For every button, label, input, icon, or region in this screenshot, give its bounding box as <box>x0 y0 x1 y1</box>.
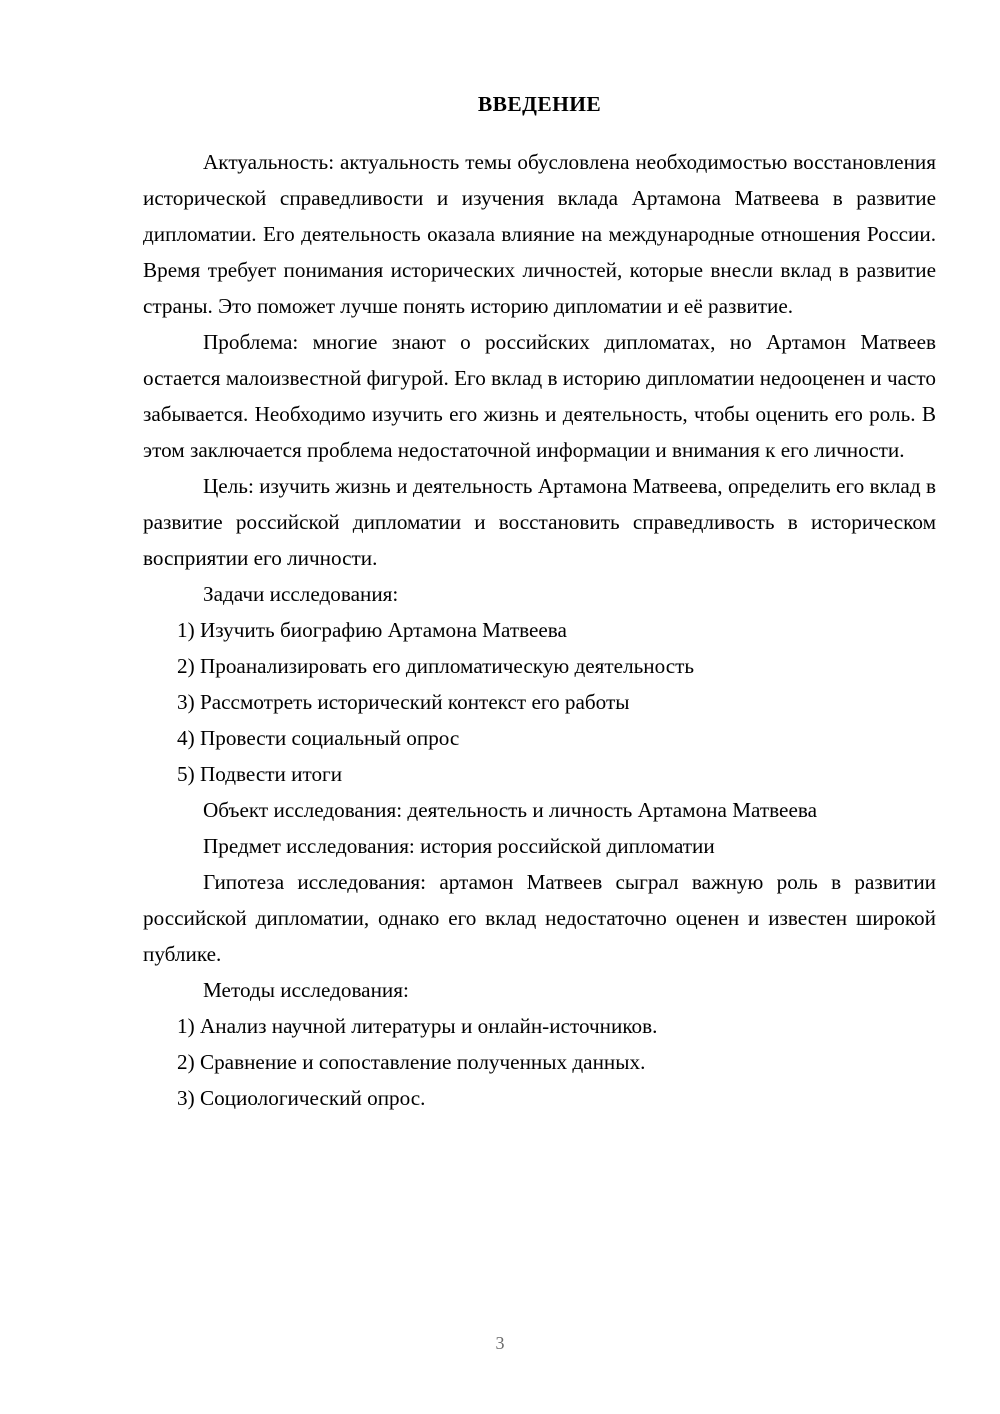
page-number: 3 <box>495 1333 505 1353</box>
list-item: 3) Социологический опрос. <box>177 1086 426 1110</box>
heading-methods: Методы исследования: <box>203 978 409 1002</box>
paragraph-relevance: Актуальность: актуальность темы обусловлена необходимостью восстановления исторической справедливости и изучения вклада Артамона Матвеева в развитие дипломатии. Его деятельность оказала влияние на международные отношения России. Время требует понимания исторических личностей, которые внесли вклад в развитие страны. Это поможет лучше понять историю дипломатии и её развитие. <box>143 150 936 318</box>
list-item: 1) Анализ научной литературы и онлайн-источников. <box>177 1014 658 1038</box>
paragraph-object: Объект исследования: деятельность и личность Артамона Матвеева <box>203 798 817 822</box>
paragraph-subject: Предмет исследования: история российской дипломатии <box>203 834 715 858</box>
list-item: 1) Изучить биографию Артамона Матвеева <box>177 618 567 642</box>
paragraph-goal: Цель: изучить жизнь и деятельность Артамона Матвеева, определить его вклад в развитие российской дипломатии и восстановить справедливость в историческом восприятии его личности. <box>143 474 936 570</box>
page-title: ВВЕДЕНИЕ <box>477 92 602 116</box>
document-body <box>143 86 936 1116</box>
list-item: 3) Рассмотреть исторический контекст его работы <box>177 690 630 714</box>
list-item: 2) Сравнение и сопоставление полученных данных. <box>177 1050 646 1074</box>
list-item: 5) Подвести итоги <box>177 762 343 786</box>
paragraph-problem: Проблема: многие знают о российских дипломатах, но Артамон Матвеев остается малоизвестной фигурой. Его вклад в историю дипломатии недооценен и часто забывается. Необходимо изучить его жизнь и деятельность, чтобы оценить его роль. В этом заключается проблема недостаточной информации и внимания к его личности. <box>143 330 936 462</box>
list-item: 4) Провести социальный опрос <box>177 726 460 750</box>
paragraph-hypothesis: Гипотеза исследования: артамон Матвеев сыграл важную роль в развитии российской дипломатии, однако его вклад недостаточно оценен и известен широкой публике. <box>143 870 936 966</box>
list-item: 2) Проанализировать его дипломатическую деятельность <box>177 654 695 678</box>
heading-tasks: Задачи исследования: <box>203 582 399 606</box>
